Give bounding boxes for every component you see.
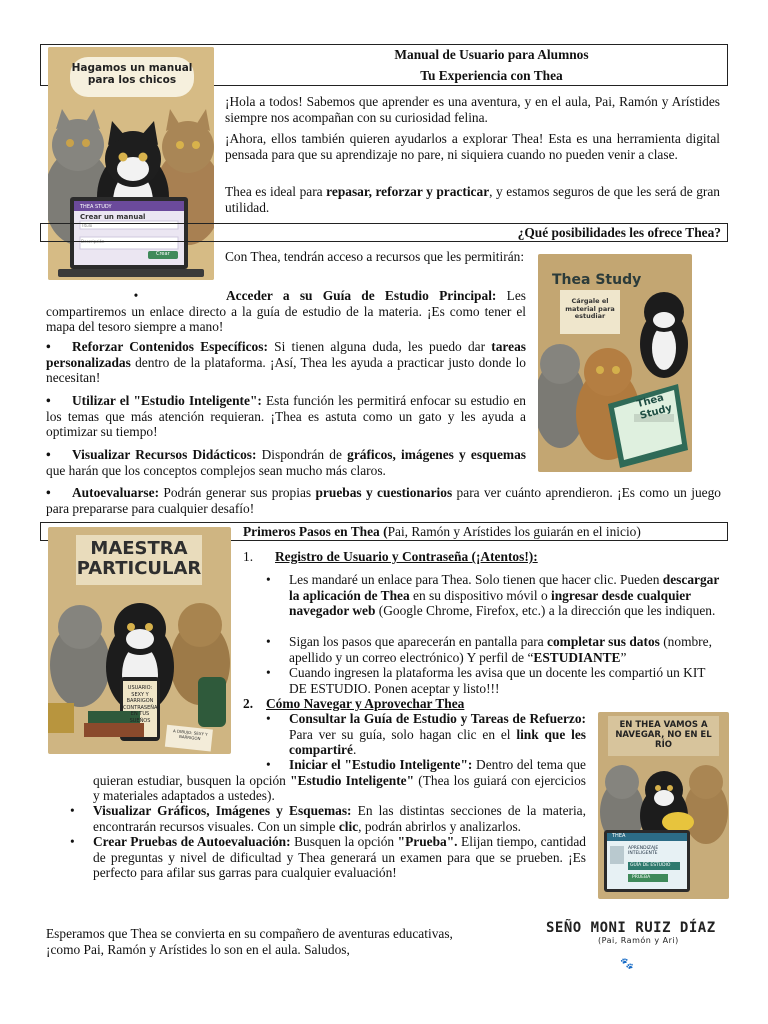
section-title-possibilities: ¿Qué posibilidades les ofrece Thea? <box>517 225 721 240</box>
cats-laptop-illustration <box>48 47 214 280</box>
laptop-create-button: Crear <box>156 251 170 257</box>
list-item: • Reforzar Contenidos Específicos: Si tienen alguna duda, les puedo dar tareas personalizadas dentro de la plataforma. ¡Así, Thea les ayuda a practicar justo donde lo necesitan! <box>46 339 526 386</box>
section-heading-box <box>40 223 728 242</box>
signature-subtitle: (Pai, Ramón y Ari) <box>598 936 679 946</box>
step-1-heading: 1. Registro de Usuario y Contraseña (¡Atentos!): <box>243 549 538 564</box>
laptop-field-description: Descripción <box>81 239 105 244</box>
laptop-field-title: Título <box>81 223 93 228</box>
list-item: • Sigan los pasos que aparecerán en pantalla para completar sus datos (nombre, apellido y un correo electrónico) Y perfil de “ESTUDIANTE” <box>266 634 712 665</box>
speech-bubble: Hagamos un manual para los chicos <box>70 57 194 97</box>
list-item: • Cuando ingresen la plataforma les avisa que un docente les compartió un KIT DE ESTUDIO. Ponen aceptar y listo!!! <box>266 665 706 696</box>
signature-name: SEÑO MONI RUIZ DÍAZ <box>546 920 716 936</box>
maestra-particular-illustration <box>48 527 231 754</box>
list-item: • Acceder a su Guía de Estudio Principal: Les compartiremos un enlace directo a la guía de estudio de la materia. ¡Es como tener el mapa del tesoro siempre a mano! <box>46 288 526 335</box>
list-item: • Visualizar Gráficos, Imágenes y Esquemas: En las distintas secciones de la materia, encontrarán recursos visuales. Con un simple clic, podrán abrirlos y analizarlos. <box>70 803 586 834</box>
list-item: • Autoevaluarse: Podrán generar sus propias pruebas y cuestionarios para ver cuánto aprendieron. ¡Es como un juego para prepararse para cualquier desafío! <box>46 485 721 516</box>
document-subtitle: Tu Experiencia con Thea <box>420 68 563 83</box>
intro-paragraph-1: ¡Hola a todos! Sabemos que aprender es una aventura, y en el aula, Pai, Ramón y Arístides siempre nos acompañan con su curiosidad felina. <box>225 94 720 125</box>
document-title: Manual de Usuario para Alumnos <box>394 47 589 62</box>
poster-heading: MAESTRA PARTICULAR <box>76 538 202 579</box>
section-title-first-steps: Primeros Pasos en Thea (Pai, Ramón y Arístides los guiarán en el inicio) <box>243 524 641 539</box>
screen-text: APRENDIZAJE INTELIGENTE <box>628 846 659 857</box>
intro-paragraph-2: ¡Ahora, ellos también quieren ayudarlos a explorar Thea! Esta es una herramienta digital pensada para que su aprendizaje no pare, ni siquiera cuando no pueden venir a clase. <box>225 131 720 162</box>
list-item: • Visualizar Recursos Didácticos: Dispondrán de gráficos, imágenes y esquemas que harán que los conceptos complejos sean mucho más claros. <box>46 447 526 478</box>
thea-study-heading: Thea Study <box>552 272 642 288</box>
list-item: • Les mandaré un enlace para Thea. Solo tienen que hacer clic. Pueden descargar la aplicación de Thea en su dispositivo móvil o ingresar desde cualquier navegador web (Google Chrome, Firefox, etc.) a la dirección que les indiquen. <box>266 572 720 619</box>
signature <box>546 920 721 946</box>
list-item: • Utilizar el "Estudio Inteligente": Esta función les permitirá enfocar su estudio en los temas que más atención requieran. ¡Thea es astuta como un gato y les ayuda a optimizar su tiempo! <box>46 393 526 440</box>
section2-lead: Con Thea, tendrán acceso a recursos que les permitirán: <box>225 249 525 264</box>
laptop-brand-text: Thea Study <box>635 392 674 422</box>
list-item: • Crear Pruebas de Autoevaluación: Busquen la opción "Prueba". Elijan tiempo, cantidad de preguntas y nivel de dificultad y Thea generará un examen para que se prueben. ¡Es perfecto para afilar sus garras para cualquier evaluación! <box>70 834 586 881</box>
screen-guide-button: GUÍA DE ESTUDIO <box>630 863 671 868</box>
laptop-app-header: THEA STUDY <box>80 204 112 210</box>
screen-header: THEA <box>612 833 626 839</box>
illustration-sign: Cárgale el material para estudiar <box>565 297 615 321</box>
phone-screen-text: USUARIO: SEXY Y BARRIGON CONTRASEÑA EN TUS SUEÑOS <box>123 685 158 724</box>
paw-icon: 🐾 <box>620 958 634 970</box>
list-item: • Iniciar el "Estudio Inteligente": Dentro del tema que quieran estudiar, busquen la opción "Estudio Inteligente" (Thea los guiará con ejercicios y materiales adaptados a ustedes). <box>93 757 586 804</box>
banner-text: EN THEA VAMOS A NAVEGAR, NO EN EL RÍO <box>615 720 712 751</box>
laptop-form-title: Crear un manual <box>80 213 146 221</box>
navigate-thea-illustration <box>598 712 729 899</box>
note-card-text: A DIBUJO: SEXY Y BARRIGON <box>172 728 208 741</box>
step-2-heading: 2. Cómo Navegar y Aprovechar Thea <box>243 696 465 711</box>
screen-test-button: PRUEBA <box>632 875 651 880</box>
closing-message: Esperamos que Thea se convierta en su compañero de aventuras educativas, ¡como Pai, Ramón y Arístides lo son en el aula. Saludos, <box>46 926 453 957</box>
intro-paragraph-3: Thea es ideal para repasar, reforzar y practicar, y estamos seguros de que les será de gran utilidad. <box>225 184 720 215</box>
thea-study-illustration <box>538 254 692 472</box>
list-item: • Consultar la Guía de Estudio y Tareas de Refuerzo: Para ver su guía, solo hagan clic en el link que les compartiré. <box>266 711 586 758</box>
